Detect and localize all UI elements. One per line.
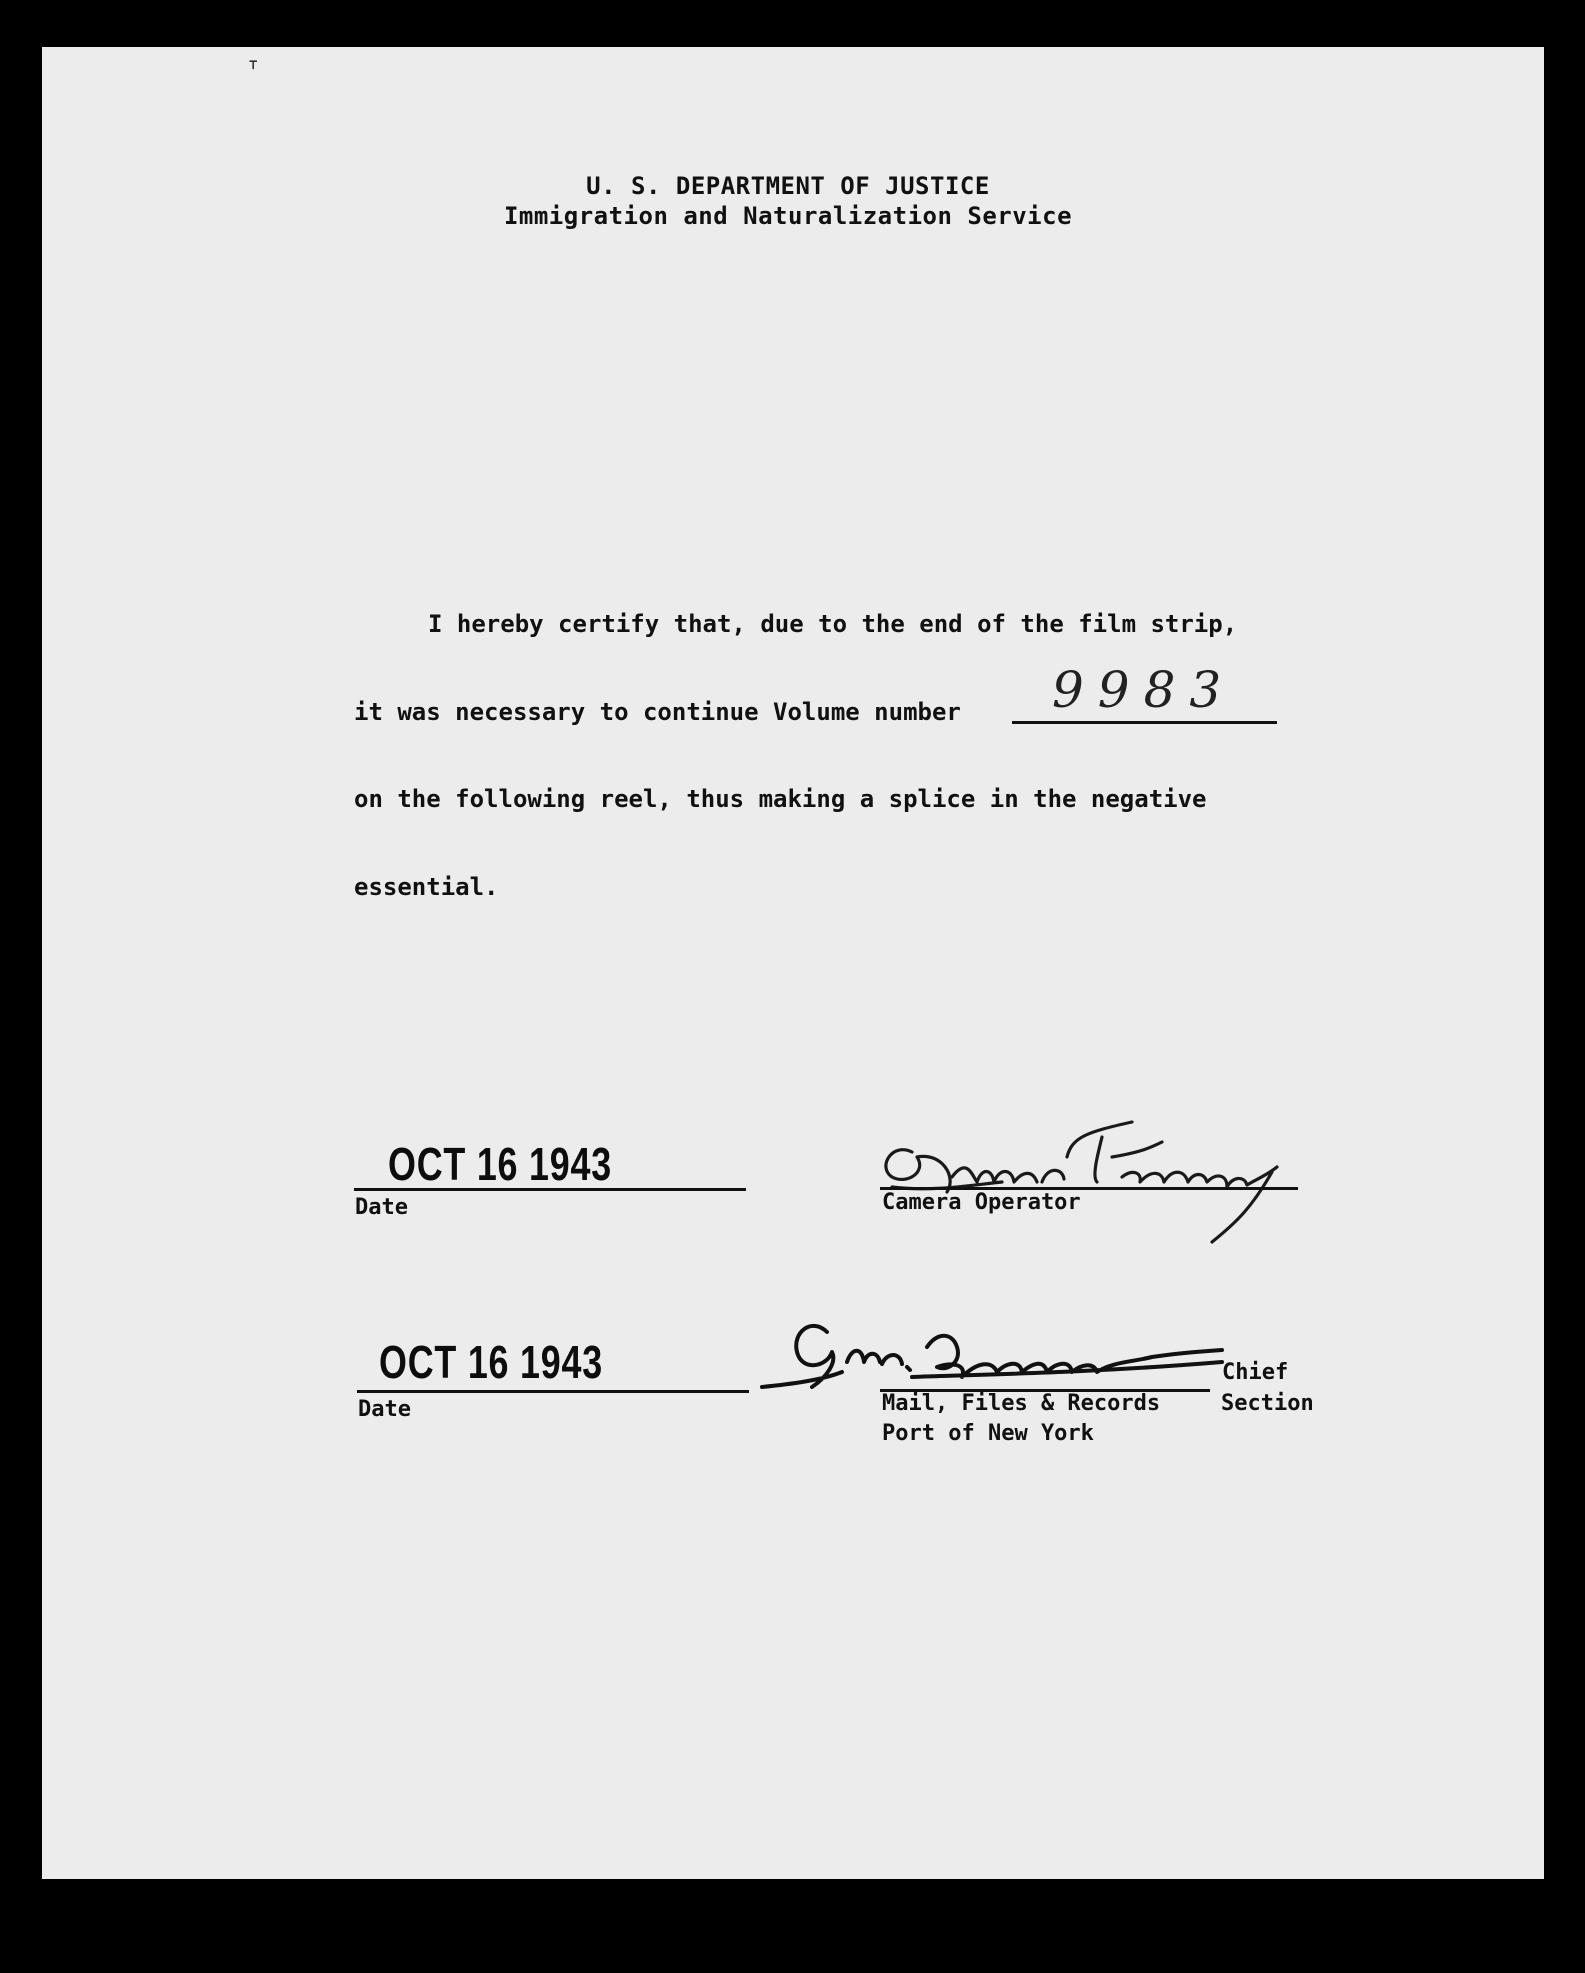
- date-label-chief: Date: [358, 1397, 411, 1422]
- certification-line-4: essential.: [354, 873, 499, 901]
- camera-operator-label: Camera Operator: [882, 1190, 1081, 1215]
- certification-line-3: on the following reel, thus making a splice in the negative: [354, 785, 1207, 813]
- document-page: [42, 47, 1544, 1879]
- department-heading: U. S. DEPARTMENT OF JUSTICE: [586, 172, 990, 200]
- volume-number-underline: [1012, 721, 1277, 724]
- date-stamp-chief: OCT 16 1943: [379, 1336, 603, 1388]
- date-underline-camera: [354, 1188, 746, 1191]
- chief-title-word: Chief: [1222, 1360, 1289, 1385]
- certification-line-1: I hereby certify that, due to the end of the film strip,: [428, 610, 1238, 638]
- service-heading: Immigration and Naturalization Service: [503, 202, 1073, 230]
- date-stamp-camera: OCT 16 1943: [388, 1138, 612, 1190]
- certification-line-2: it was necessary to continue Volume number: [354, 698, 961, 726]
- date-underline-chief: [357, 1390, 749, 1393]
- date-label-camera: Date: [355, 1195, 408, 1220]
- corner-mark: ⊤: [249, 57, 258, 73]
- camera-operator-signature: [872, 1097, 1312, 1247]
- volume-number-handwritten: 9983: [1052, 661, 1236, 719]
- chief-title-line-2: Port of New York: [882, 1421, 1094, 1446]
- chief-title-section: Section: [1221, 1391, 1314, 1416]
- chief-title-line-1: Mail, Files & Records: [882, 1391, 1161, 1416]
